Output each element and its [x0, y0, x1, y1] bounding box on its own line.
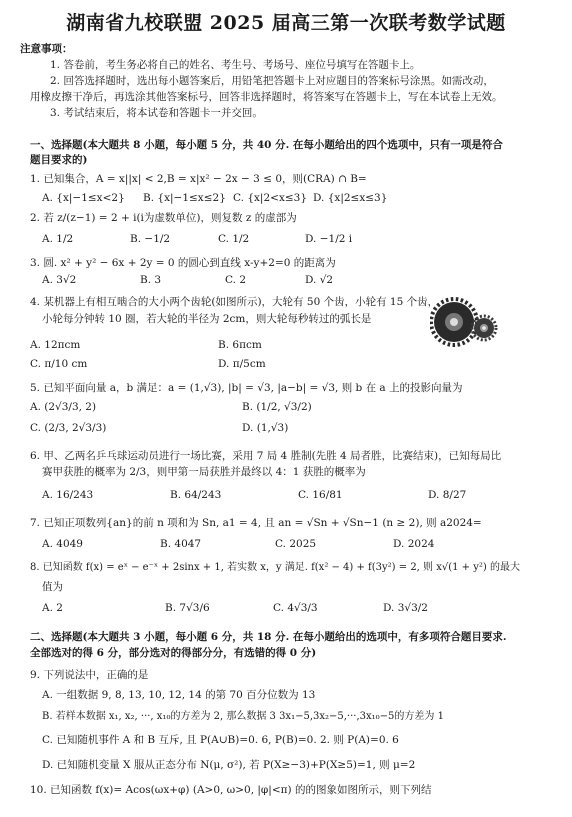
q7-stem: 7. 已知正项数列{an}的前 n 项和为 Sn, a1 = 4, 且 an = √Sn + √Sn−1 (n ≥ 2), 则 a2024=	[30, 517, 482, 529]
notice-item-3: 3. 考试结束后，将本试卷和答题卡一并交回。	[50, 107, 263, 119]
q1-option-a: A. {x|−1≤x<2}	[42, 192, 125, 204]
q4-option-d: D. π/5cm	[218, 358, 266, 370]
q1-option-d: D. {x|2≤x≤3}	[313, 192, 388, 204]
q3-option-c: C. 2	[225, 274, 247, 286]
q6-stem-line-1: 6. 甲、乙两名乒乓球运动员进行一场比赛，采用 7 局 4 胜制(先胜 4 局者胜，比赛结束)，已知每局比	[30, 450, 502, 462]
q4-option-a: A. 12πcm	[30, 339, 81, 351]
q8-option-b: B. 7√3/6	[165, 602, 210, 614]
q9-option-d: D. 已知随机变量 X 服从正态分布 N(μ, σ²), 若 P(X≥−3)+P(X≥5)=1, 则 μ=2	[42, 759, 416, 771]
q3-option-d: D. √2	[305, 274, 334, 286]
q7-option-a: A. 4049	[42, 538, 83, 550]
q5-option-a: A. (2√3/3, 2)	[30, 401, 97, 413]
q5-option-c: C. (2/3, 2√3/3)	[30, 422, 107, 434]
q10-stem: 10. 已知函数 f(x)= Acos(ωx+φ) (A>0, ω>0, |φ|<π) 的的图象如图所示，则下列结	[30, 784, 432, 796]
q5-stem: 5. 已知平面向量 a，b 满足：a = (1,√3), |b| = √3, |a−b| = √3, 则 b 在 a 上的投影向量为	[30, 382, 463, 394]
q7-option-b: B. 4047	[160, 538, 202, 550]
q6-option-d: D. 8/27	[428, 489, 467, 501]
section-1-heading: 一、选择题(本大题共 8 小题，每小题 5 分，共 40 分. 在每小题给出的四个选项中，只有一项是符合	[30, 139, 503, 151]
q3-option-b: B. 3	[140, 274, 162, 286]
q6-option-b: B. 64/243	[170, 489, 222, 501]
q4-option-c: C. π/10 cm	[30, 358, 88, 370]
q9-option-b: B. 若样本数据 x₁, x₂, ···, x₁₀的方差为 2, 那么数据 3 3x₁−5,3x₂−5,···,3x₁₀−5的方差为 1	[42, 711, 444, 722]
q6-option-a: A. 16/243	[42, 489, 94, 501]
gears-figure	[430, 292, 500, 350]
notice-item-2: 2. 回答选择题时，选出每小题答案后，用铅笔把答题卡上对应题目的答案标号涂黑。如需改动，	[50, 75, 494, 87]
section-2-heading-cont: 全部选对的得 6 分，部分选对的得部分分，有选错的得 0 分)	[30, 647, 317, 659]
q7-option-c: C. 2025	[275, 538, 317, 550]
q2-option-b: B. −1/2	[130, 233, 171, 245]
q5-option-b: B. (1/2, √3/2)	[242, 401, 312, 413]
q4-stem-line-1: 4. 某机器上有相互啮合的大小两个齿轮(如图所示)，大轮有 50 个齿，小轮有 15 个齿，	[30, 296, 439, 308]
q8-stem-line-2: 值为	[42, 581, 63, 593]
notice-title: 注意事项：	[20, 43, 73, 55]
q4-option-b: B. 6πcm	[218, 339, 262, 351]
q8-option-a: A. 2	[42, 602, 63, 614]
q6-stem-line-2: 赛甲获胜的概率为 2/3，则甲第一局获胜并最终以 4：1 获胜的概率为	[42, 466, 366, 478]
q8-option-c: C. 4√3/3	[273, 602, 318, 614]
q1-option-b: B. {x|−1≤x≤2}	[143, 192, 226, 204]
q2-option-d: D. −1/2 i	[305, 233, 353, 245]
q6-option-c: C. 16/81	[298, 489, 343, 501]
notice-item-2-cont: 用橡皮擦干净后，再选涂其他答案标号，回答非选择题时，将答案写在答题卡上，写在本试卷上无效。	[30, 91, 503, 103]
exam-title: 湖南省九校联盟 2025 届高三第一次联考数学试题	[66, 12, 506, 34]
q8-option-d: D. 3√3/2	[383, 602, 428, 614]
q8-stem-line-1: 8. 已知函数 f(x) = eˣ − e⁻ˣ + 2sinx + 1, 若实数 x，y 满足. f(x² − 4) + f(3y²) = 2, 则 x√(1 + y²) 的最大	[30, 562, 520, 573]
large-gear-icon	[431, 299, 477, 345]
q9-stem: 9. 下列说法中，正确的是	[30, 669, 149, 681]
section-2-heading: 二、选择题(本大题共 3 小题，每小题 6 分，共 18 分. 在每小题给出的选项中，有多项符合题目要求.	[30, 631, 507, 643]
q3-option-a: A. 3√2	[42, 274, 77, 286]
q3-stem: 3. 圆. x² + y² − 6x + 2y = 0 的圆心到直线 x-y+2=0 的距离为	[30, 257, 336, 269]
q2-stem: 2. 若 z/(z−1) = 2 + i(i为虚数单位)，则复数 z 的虚部为	[30, 212, 297, 224]
q7-option-d: D. 2024	[393, 538, 435, 550]
q5-option-d: D. (1,√3)	[242, 422, 289, 434]
q2-option-a: A. 1/2	[42, 233, 74, 245]
q1-option-c: C. {x|2<x≤3}	[233, 192, 308, 204]
q2-option-c: C. 1/2	[218, 233, 250, 245]
section-1-heading-cont: 题目要求的)	[30, 154, 88, 166]
q1-stem: 1. 已知集合，A = x||x| < 2,B = x|x² − 2x − 3 ≤ 0，则(CRA) ∩ B=	[30, 173, 367, 185]
q9-option-a: A. 一组数据 9, 8, 13, 10, 12, 14 的第 70 百分位数为 13	[42, 689, 316, 701]
q9-option-c: C. 已知随机事件 A 和 B 互斥, 且 P(A∪B)=0. 6, P(B)=0. 2. 则 P(A)=0. 6	[42, 734, 399, 746]
notice-item-1: 1. 答卷前，考生务必将自己的姓名、考生号、考场号、座位号填写在答题卡上。	[50, 59, 421, 71]
q4-stem-line-2: 小轮每分钟转 10 圈，若大轮的半径为 2cm，则大轮每秒转过的弧长是	[42, 313, 372, 325]
